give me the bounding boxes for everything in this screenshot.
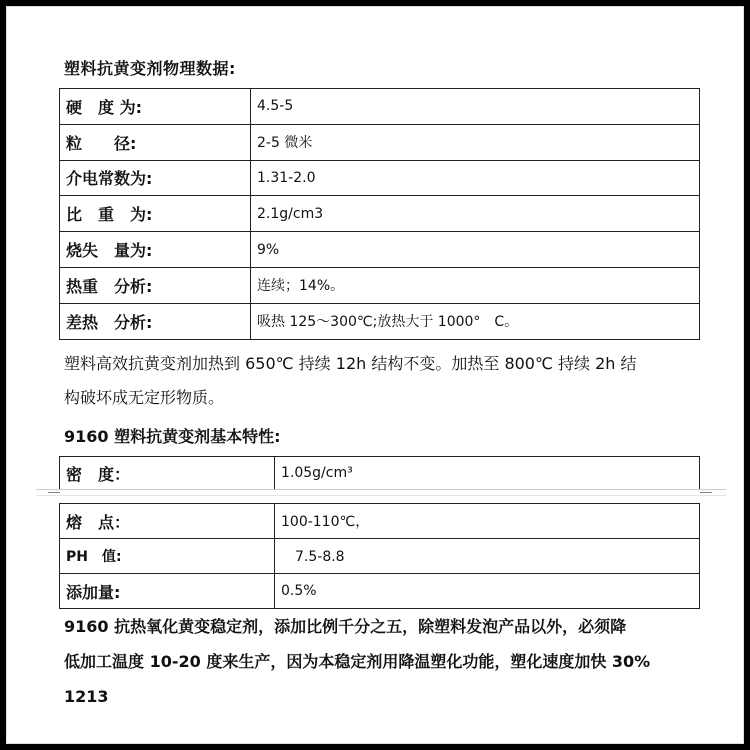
section2-title: 9160 塑料抗黄变剂基本特性:	[64, 427, 281, 446]
page-corner-mark	[48, 492, 60, 493]
table-row	[60, 267, 700, 303]
row-key: 烧失 量为:	[60, 232, 251, 268]
table-row	[60, 574, 700, 609]
stabilizer-desc-line2: 低加工温度 10-20 度来生产，因为本稳定剂用降温塑化功能，塑化速度加快 30%	[64, 652, 651, 671]
table-row	[60, 539, 700, 574]
row-key: 硬 度 为:	[60, 89, 251, 125]
row-key: 密 度：	[60, 457, 275, 490]
heating-note-line1: 塑料高效抗黄变剂加热到 650℃ 持续 12h 结构不变。加热至 800℃ 持续 2h 结	[64, 354, 637, 373]
row-key: 添加量:	[60, 574, 275, 609]
table-row	[60, 457, 700, 490]
table-row	[60, 504, 700, 539]
row-value: 2.1g/cm3	[251, 196, 700, 232]
stabilizer-desc-line1: 9160 抗热氧化黄变稳定剂，添加比例千分之五，除塑料发泡产品以外，必须降	[64, 617, 627, 636]
page-corner-mark	[700, 492, 712, 493]
heating-note-line2: 构破坏成无定形物质。	[64, 388, 225, 407]
row-value: 2-5 微米	[251, 124, 700, 160]
row-value: 吸热 125～300℃;放热大于 1000° C。	[251, 303, 700, 339]
page-break-line	[36, 489, 726, 490]
row-value: 连续；14%。	[251, 267, 700, 303]
row-value: 7.5-8.8	[275, 539, 700, 574]
row-value: 9%	[251, 232, 700, 268]
row-key: 比 重 为:	[60, 196, 251, 232]
row-key: 热重 分析:	[60, 267, 251, 303]
row-key: 介电常数为:	[60, 160, 251, 196]
basic-properties-table-top	[59, 456, 700, 490]
row-value: 0.5%	[275, 574, 700, 609]
section1-title: 塑料抗黄变剂物理数据:	[64, 59, 236, 78]
document-page	[6, 6, 744, 744]
physical-data-table	[59, 88, 700, 340]
row-value: 1.31-2.0	[251, 160, 700, 196]
row-value: 4.5-5	[251, 89, 700, 125]
table-row	[60, 196, 700, 232]
table-row	[60, 89, 700, 125]
table-row	[60, 232, 700, 268]
row-key: 粒 径:	[60, 124, 251, 160]
row-key: 差热 分析:	[60, 303, 251, 339]
table-row	[60, 303, 700, 339]
row-key: 熔 点：	[60, 504, 275, 539]
table-row	[60, 124, 700, 160]
row-value: 100-110℃，	[275, 504, 700, 539]
row-key: PH 值:	[60, 539, 275, 574]
stabilizer-desc-line3: 1213	[64, 687, 109, 706]
page-break-line	[36, 495, 726, 496]
table-row	[60, 160, 700, 196]
row-value: 1.05g/cm³	[275, 457, 700, 490]
basic-properties-table-bottom	[59, 503, 700, 609]
